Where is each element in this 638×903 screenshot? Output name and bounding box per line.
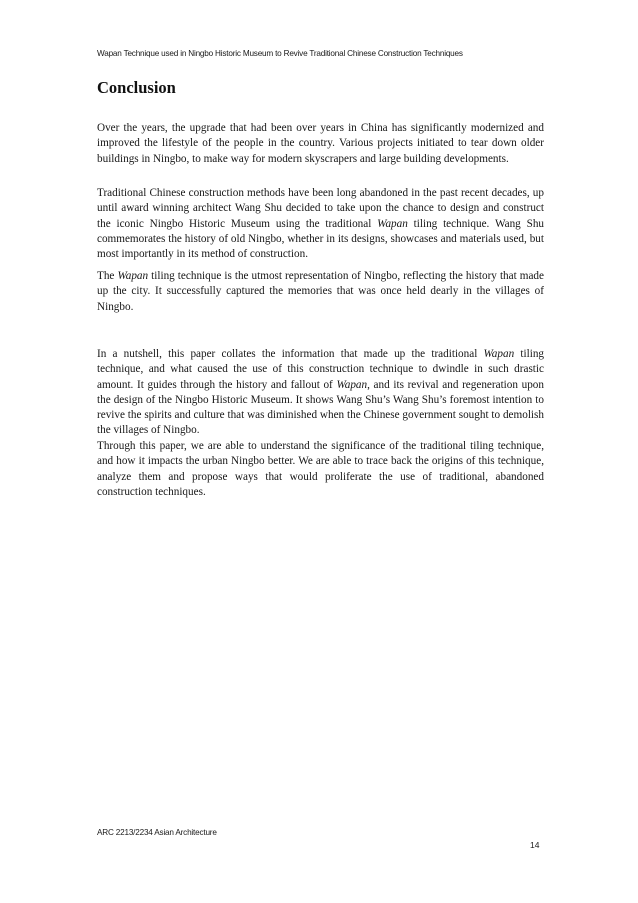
paragraph-2-part-b: tiling technique. Wang Shu commemorates the history of old Ningbo, whether in its designs, showcases and materials used, but most importantly in its method of construction. — [97, 217, 545, 261]
paragraph-5-text: Through this paper, we are able to understand the significance of the traditional tiling technique, and how it impacts the urban Ningbo better. We are able to trace back the origins of this technique, analyze them and propose ways that would proliferate the use of traditional, abandoned construction techniques. — [97, 440, 544, 498]
paragraph-4-italic-term-2: Wapan — [336, 378, 368, 391]
paragraph-3-italic-term: Wapan — [117, 270, 149, 282]
paragraph-3-part-b: tiling technique is the utmost representation of Ningbo, reflecting the history that made up the city. It successfully captured the memories that was once held dearly in the villages of Ningbo. — [97, 270, 544, 313]
running-header: Wapan Technique used in Ningbo Historic Museum to Revive Traditional Chinese Construction Techniques — [97, 49, 463, 58]
paragraph-4-part-c: , and its revival and regeneration upon the design of the Ningbo Historic Museum. It shows Wang Shu’s Wang Shu’s foremost intention to revive the spirits and culture that was diminished when the Chinese government sought to demolish the villages of Ningbo. — [97, 378, 544, 437]
paragraph-1-text: Over the years, the upgrade that had been over years in China has significantly modernized and improved the lifestyle of the people in the country. Various projects initiated to tear down older buildings in Ningbo, to make way for modern skyscrapers and large building developments. — [97, 122, 544, 165]
footer-course-label: ARC 2213/2234 Asian Architecture — [97, 828, 217, 837]
section-heading: Conclusion — [97, 78, 176, 97]
paragraph-3 — [97, 269, 544, 315]
paragraph-3-text — [97, 269, 544, 315]
paragraph-4-part-b: tiling technique, and what caused the use of this construction technique to dwindle in such drastic amount. It guides through the history and fallout of — [97, 348, 545, 391]
paragraph-2-part-a: Traditional Chinese construction methods have been long abandoned in the past recent decades, up until award winning architect Wang Shu decided to take upon the chance to design and construct the iconic Ningbo Historic Museum using the traditional — [97, 187, 544, 230]
paragraph-2-text — [97, 186, 544, 262]
paragraph-3-part-a: The — [97, 270, 118, 282]
paragraph-2 — [97, 186, 544, 262]
paragraph-5 — [97, 439, 544, 500]
paragraph-2-italic-term: Wapan — [377, 217, 408, 230]
paragraph-4-italic-term-1: Wapan — [483, 348, 515, 360]
paragraph-4 — [97, 347, 544, 439]
page-number: 14 — [530, 840, 540, 850]
paragraph-1 — [97, 121, 544, 167]
paragraph-4-part-a: In a nutshell, this paper collates the information that made up the traditional — [97, 348, 484, 360]
paragraph-4-text — [97, 347, 544, 439]
